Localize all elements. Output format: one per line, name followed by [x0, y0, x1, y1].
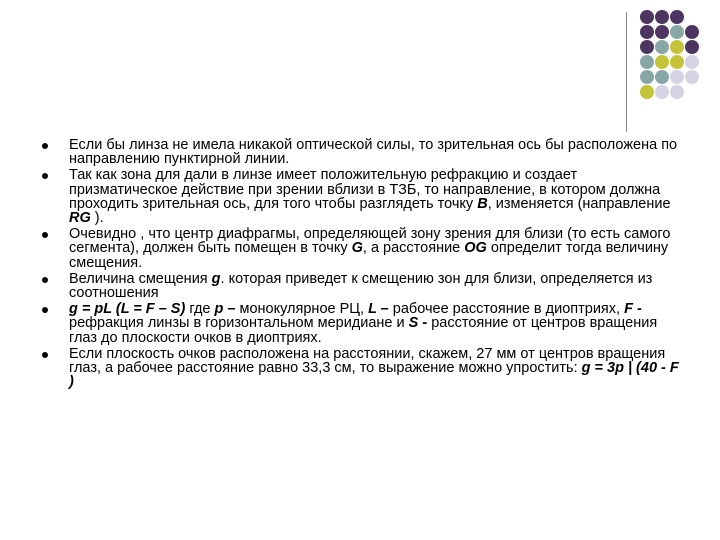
bullet-point-icon [42, 143, 48, 149]
decorative-dot [655, 40, 669, 54]
decorative-dot [655, 55, 669, 69]
decorative-dot [685, 55, 699, 69]
decorative-dot [670, 55, 684, 69]
bullet-emphasis: g = 3p | (40 - F ) [69, 360, 679, 391]
bullet-emphasis: OG [464, 240, 487, 257]
decorative-dot [640, 40, 654, 54]
bullet-text: Величина смещения [69, 270, 212, 287]
bullet-item [42, 138, 682, 166]
decorative-dot [655, 10, 669, 24]
bullet-item [42, 347, 682, 390]
decorative-dot [640, 85, 654, 99]
decorative-dot [640, 70, 654, 84]
bullet-item [42, 168, 682, 225]
decorative-dot [655, 70, 669, 84]
bullet-point-icon [42, 307, 48, 313]
decorative-dot [670, 70, 684, 84]
bullet-text: Если плоскость очков расположена на расстоянии, скажем, 27 мм от центров вращения глаз, а рабочее расстояние равно 33,3 см, то выражение можно упростить: [69, 345, 666, 377]
bullet-text: Если бы линза не имела никакой оптической силы, то зрительная ось бы расположена по направлению пунктирной линии. [69, 137, 678, 168]
decorative-dot [655, 85, 669, 99]
decorative-dot [685, 70, 699, 84]
bullet-point-icon [42, 173, 48, 179]
bullet-item [42, 272, 682, 300]
bullet-emphasis: L – [368, 301, 389, 318]
decorative-dot-grid [640, 10, 720, 110]
decorative-dot [685, 40, 699, 54]
bullet-text: Очевидно , что центр диафрагмы, определяющей зону зрения для близи (то есть самого сегмента), должен быть помещен в точку [69, 226, 671, 257]
bullet-text: ). [90, 210, 104, 227]
bullet-point-icon [42, 232, 48, 238]
bullet-emphasis: p – [214, 301, 236, 318]
bullet-text: монокулярное РЦ, [235, 301, 369, 318]
decorative-dot [670, 85, 684, 99]
bullet-emphasis: g = pL (L = F – S) [69, 301, 186, 318]
decorative-dot [685, 25, 699, 39]
decorative-vertical-line [626, 12, 627, 132]
decorative-dot [640, 10, 654, 24]
bullet-point-icon [42, 352, 48, 358]
bullet-emphasis: g [211, 270, 221, 287]
bullet-text: , а расстояние [362, 240, 465, 257]
bullet-text: где [185, 301, 215, 318]
decorative-dot [670, 10, 684, 24]
decorative-dot [640, 55, 654, 69]
bullet-emphasis: G [351, 240, 363, 257]
bullet-text: рабочее расстояние в диоптриях, [388, 301, 625, 318]
bullet-text: . которая приведет к смещению зон для близи, определяется из соотношения [69, 270, 653, 302]
bullet-emphasis: F - [624, 301, 642, 318]
bullet-text: , изменяется (направление [487, 195, 671, 212]
bullet-item [42, 302, 682, 345]
bullet-item [42, 227, 682, 270]
bullet-text: определит тогда величину смещения. [69, 240, 669, 271]
decorative-dot [670, 40, 684, 54]
bullet-text: Так как зона для дали в линзе имеет положительную рефракцию и создает призматическое действие при зрении вблизи в ТЗБ, то направление, в котором должна проходить зрительная ось, для того чтобы разглядеть точку [69, 167, 661, 212]
bullet-text: расстояние от центров вращения глаз до плоскости очков в диоптриях. [69, 315, 658, 346]
bullet-emphasis: B [477, 195, 488, 212]
decorative-dot [655, 25, 669, 39]
decorative-dot [670, 25, 684, 39]
bullet-point-icon [42, 277, 48, 283]
bullet-text: рефракция линзы в горизонтальном меридиане и [69, 315, 409, 332]
bullet-emphasis: RG [69, 210, 91, 227]
bullet-emphasis: S - [408, 315, 428, 332]
bullet-list [42, 138, 682, 391]
decorative-dot [640, 25, 654, 39]
